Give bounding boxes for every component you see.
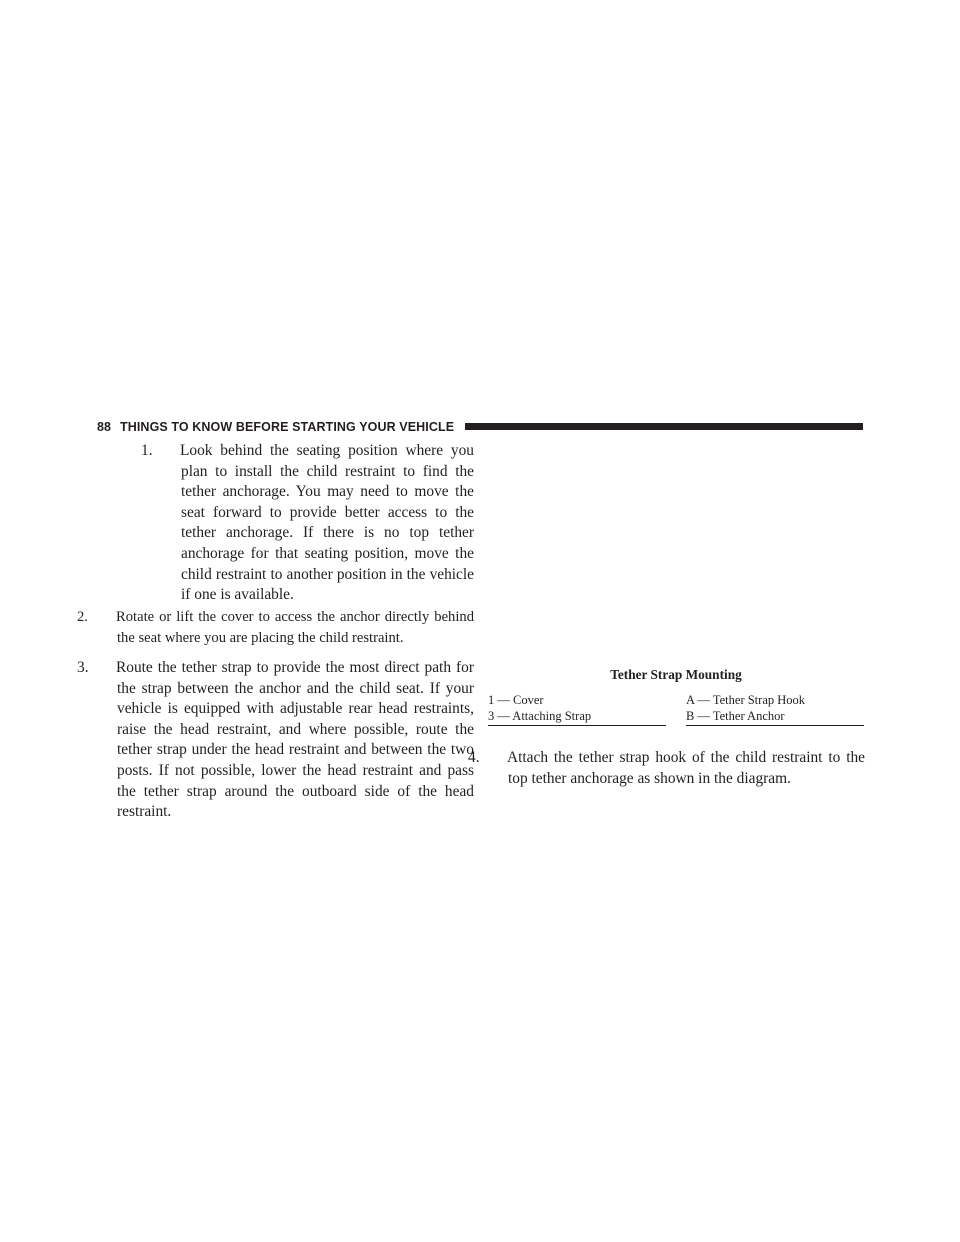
figure-legend-left	[488, 692, 666, 726]
figure-caption: Tether Strap Mounting	[610, 667, 742, 682]
legend-item: 3 — Attaching Strap	[488, 709, 592, 723]
legend-item: A — Tether Strap Hook	[686, 693, 806, 707]
step-3	[77, 658, 474, 823]
legend-item: 1 — Cover	[488, 693, 544, 707]
section-title: THINGS TO KNOW BEFORE STARTING YOUR VEHICLE	[120, 420, 455, 434]
header-rule-bar	[465, 423, 863, 430]
step-text: Attach the tether strap hook of the child restraint to the top tether anchorage as shown in the diagram.	[507, 749, 865, 787]
step-number: 1.	[141, 442, 153, 459]
step-text: Route the tether strap to provide the most direct path for the strap between the anchor and the child seat. If your vehicle is equipped with adjustable rear head restraints, raise the head restraint, and where possible, route the tether strap under the head restraint and between the two posts. If not possible, lower the head restraint and pass the tether strap around the outboard side of the head restraint.	[116, 659, 474, 821]
step-text: Rotate or lift the cover to access the anchor directly behind the seat where you are placing the child restraint.	[116, 609, 474, 646]
page-number: 88	[97, 420, 112, 434]
step-4	[468, 748, 865, 789]
step-number: 4.	[468, 749, 480, 766]
step-2	[77, 607, 474, 648]
step-number: 2.	[77, 609, 88, 625]
figure-legend-right	[686, 692, 864, 726]
page-header	[97, 419, 863, 435]
legend-item: B — Tether Anchor	[686, 709, 785, 723]
step-text: Look behind the seating position where you plan to install the child restraint to find the tether anchorage. You may need to move the seat forward to provide better access to the tether anchorage. If there is no top tether anchorage for that seating position, move the child restraint to another position in the vehicle if one is available.	[180, 442, 474, 604]
step-1	[141, 441, 474, 606]
step-number: 3.	[77, 659, 89, 676]
